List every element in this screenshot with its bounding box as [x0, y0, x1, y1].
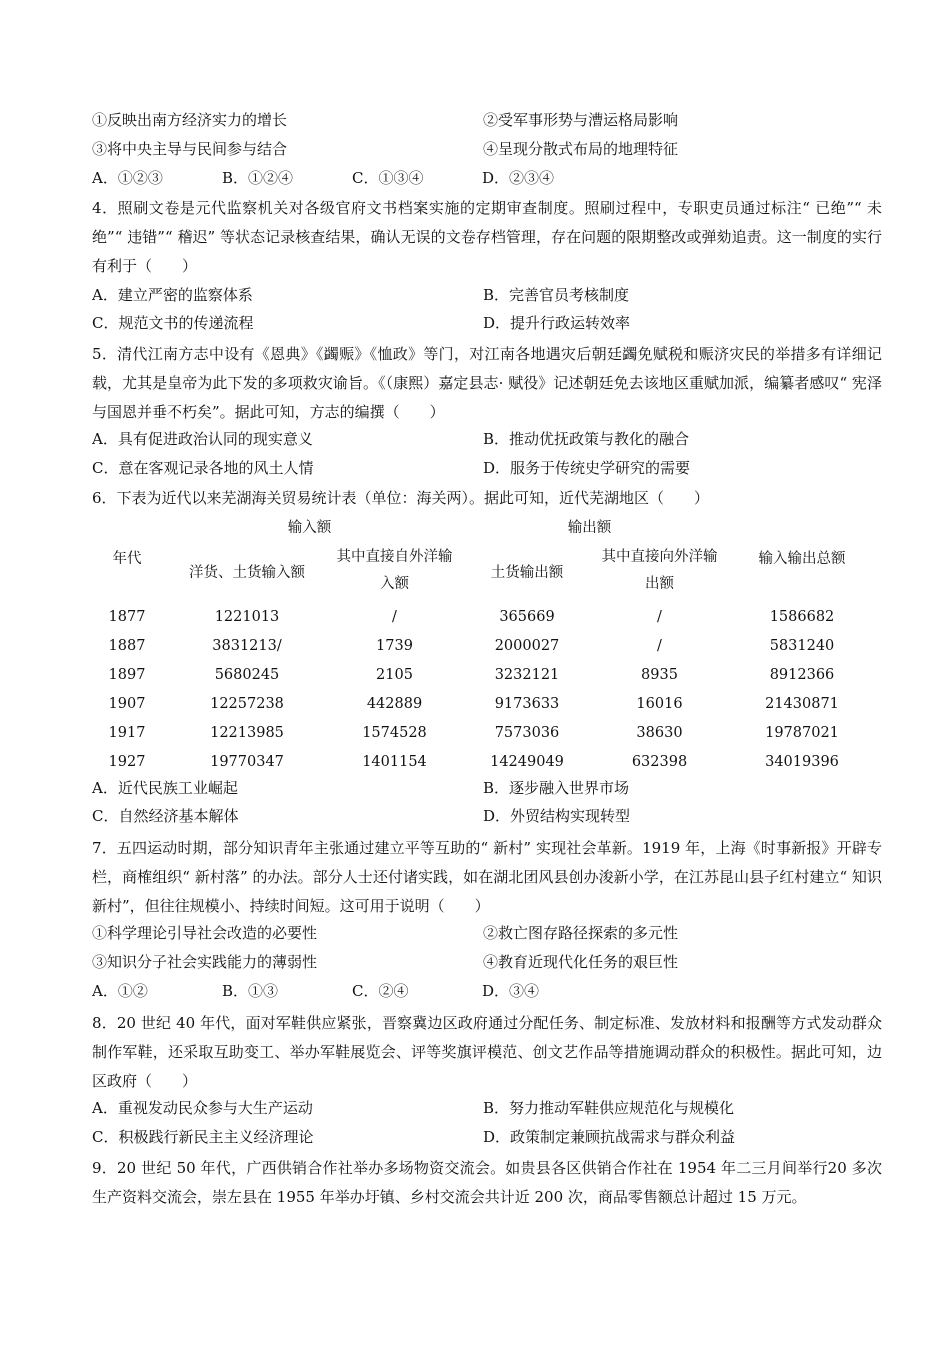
q8-option-b[interactable]: B．努力推动军鞋供应规范化与规模化: [483, 1099, 735, 1117]
table-cell: 1221013: [214, 608, 280, 625]
q3-options: [92, 168, 612, 188]
table-cell: 5831240: [769, 637, 835, 654]
q7-stem: 7．五四运动时期，部分知识青年主张通过建立平等互助的“ 新村” 实现社会革新。1919 年，上海《时事新报》开辟专栏，商榷组织“ 新村落” 的办法。部分人士还付诸实践，如在湖北团风县创办浚新小学，在江苏昆山县子红村建立“ 知识新村”，但往往规模小、持续时间短。这可用于说明（ ）: [92, 839, 882, 915]
q7-item-4: ④教育近现代化任务的艰巨性: [483, 953, 679, 971]
q6-option-d[interactable]: D．外贸结构实现转型: [483, 807, 631, 825]
group-import-header: 输入额: [287, 519, 332, 536]
table-cell: 5680245: [214, 666, 280, 683]
table-cell: 19770347: [210, 753, 284, 770]
table-cell: 1586682: [769, 608, 835, 625]
trade-table: [92, 512, 882, 776]
q5-option-c[interactable]: C．意在客观记录各地的风土人情: [92, 459, 314, 477]
q3-option-a[interactable]: A．①②③: [92, 169, 163, 187]
q8-option-d[interactable]: D．政策制定兼顾抗战需求与群众利益: [483, 1128, 736, 1146]
q3-item-1: ①反映出南方经济实力的增长: [92, 111, 288, 129]
q8-stem: 8．20 世纪 40 年代，面对军鞋供应紧张，晋察冀边区政府通过分配任务、制定标准、发放材料和报酬等方式发动群众制作军鞋，还采取互助变工、举办军鞋展览会、评等奖旗评模范、创文艺作品等措施调动群众的积极性。据此可知，边区政府（ ）: [92, 1014, 882, 1090]
table-cell: 34019396: [765, 753, 839, 770]
col-import-header: 洋货、土货输入额: [189, 564, 305, 581]
table-cell: 9173633: [494, 695, 560, 712]
table-cell: 1887: [108, 637, 146, 654]
col-total-header: 输入输出总额: [758, 550, 846, 567]
table-cell: /: [657, 637, 662, 654]
table-cell: 632398: [631, 753, 688, 770]
col-export-direct-header: 其中直接向外洋输出额: [601, 549, 718, 592]
q7-option-b[interactable]: B．①③: [222, 982, 279, 1000]
q6-option-a[interactable]: A．近代民族工业崛起: [92, 779, 238, 797]
table-cell: 1897: [108, 666, 146, 683]
table-cell: 16016: [636, 695, 683, 712]
q4-stem: 4．照刷文卷是元代监察机关对各级官府文书档案实施的定期审查制度。照刷过程中，专职吏员通过标注“ 已绝”“ 未绝”“ 违错”“ 稽迟” 等状态记录核查结果，确认无误的文卷存档管理，存在问题的限期整改或弹劾追责。这一制度的实行有利于（ ）: [92, 199, 882, 275]
q7-option-c[interactable]: C．②④: [352, 982, 409, 1000]
q7-item-2: ②救亡图存路径探索的多元性: [483, 924, 679, 942]
q3-option-b[interactable]: B．①②④: [222, 169, 294, 187]
table-cell: 8935: [641, 666, 678, 683]
q4-option-b[interactable]: B．完善官员考核制度: [483, 286, 630, 304]
q5-option-b[interactable]: B．推动优抚政策与教化的融合: [483, 430, 690, 448]
table-cell: 442889: [366, 695, 423, 712]
q4-option-c[interactable]: C．规范文书的传递流程: [92, 314, 254, 332]
table-row: [92, 689, 882, 718]
table-cell: 8912366: [769, 666, 835, 683]
table-cell: 2105: [376, 666, 413, 683]
table-row: [92, 660, 882, 689]
table-cell: 1401154: [362, 753, 427, 770]
q3-item-3: ③将中央主导与民间参与结合: [92, 140, 288, 158]
col-year-header: 年代: [112, 550, 142, 567]
table-cell: 1907: [108, 695, 146, 712]
table-cell: 12213985: [210, 724, 284, 741]
table-cell: 38630: [636, 724, 683, 741]
table-cell: 3831213/: [212, 637, 282, 654]
table-cell: 1574528: [362, 724, 427, 741]
table-cell: 1917: [108, 724, 146, 741]
table-cell: 365669: [499, 608, 555, 625]
table-cell: 3232121: [494, 666, 560, 683]
q3-option-c[interactable]: C．①③④: [352, 169, 424, 187]
table-cell: 19787021: [765, 724, 839, 741]
q5-option-d[interactable]: D．服务于传统史学研究的需要: [483, 459, 691, 477]
q7-option-a[interactable]: A．①②: [92, 982, 148, 1000]
table-row: [92, 718, 882, 747]
table-row: [92, 631, 882, 660]
q7-item-3: ③知识分子社会实践能力的薄弱性: [92, 953, 318, 971]
table-cell: 21430871: [765, 695, 839, 712]
q5-option-a[interactable]: A．具有促进政治认同的现实意义: [92, 430, 313, 448]
table-cell: 2000027: [494, 637, 560, 654]
table-cell: 1927: [108, 753, 146, 770]
table-cell: 12257238: [210, 695, 284, 712]
q7-item-1: ①科学理论引导社会改造的必要性: [92, 924, 318, 942]
table-row: [92, 602, 882, 631]
group-export-header: 输出额: [567, 519, 612, 536]
q6-option-c[interactable]: C．自然经济基本解体: [92, 807, 239, 825]
q9-stem: 9．20 世纪 50 年代，广西供销合作社举办多场物资交流会。如贵县各区供销合作社在 1954 年二三月间举行20 多次生产资料交流会，崇左县在 1955 年举办圩镇、乡村交流会共计近 200 次，商品零售额总计超过 15 万元。: [92, 1159, 882, 1206]
q6-stem: 6．下表为近代以来芜湖海关贸易统计表（单位：海关两）。据此可知，近代芜湖地区（ ）: [92, 489, 710, 507]
q6-option-b[interactable]: B．逐步融入世界市场: [483, 779, 630, 797]
q8-option-c[interactable]: C．积极践行新民主主义经济理论: [92, 1128, 314, 1146]
table-row: [92, 747, 882, 776]
table-cell: 7573036: [494, 724, 560, 741]
q7-options: [92, 981, 612, 1001]
col-import-direct-header: 其中直接自外洋输入额: [336, 549, 453, 592]
table-cell: 1739: [376, 637, 413, 654]
table-cell: 14249049: [490, 753, 564, 770]
q4-option-d[interactable]: D．提升行政运转效率: [483, 314, 631, 332]
q5-stem: 5．清代江南方志中设有《恩典》《蠲赈》《恤政》等门，对江南各地遇灾后朝廷蠲免赋税和赈济灾民的举措多有详细记载，尤其是皇帝为此下发的多项救灾谕旨。《（康熙）嘉定县志· 赋役》记述朝廷免去该地区重赋加派，编纂者感叹“ 宪泽与国恩并垂不朽矣”。据此可知，方志的编撰（ ）: [92, 345, 882, 421]
q4-option-a[interactable]: A．建立严密的监察体系: [92, 286, 253, 304]
q3-option-d[interactable]: D．②③④: [482, 169, 555, 187]
table-cell: /: [657, 608, 662, 625]
table-cell: /: [392, 608, 397, 625]
q8-option-a[interactable]: A．重视发动民众参与大生产运动: [92, 1099, 313, 1117]
q3-item-4: ④呈现分散式布局的地理特征: [483, 140, 679, 158]
q7-option-d[interactable]: D．③④: [482, 982, 540, 1000]
col-export-header: 土货输出额: [490, 564, 564, 581]
table-cell: 1877: [108, 608, 146, 625]
q3-item-2: ②受军事形势与漕运格局影响: [483, 111, 679, 129]
